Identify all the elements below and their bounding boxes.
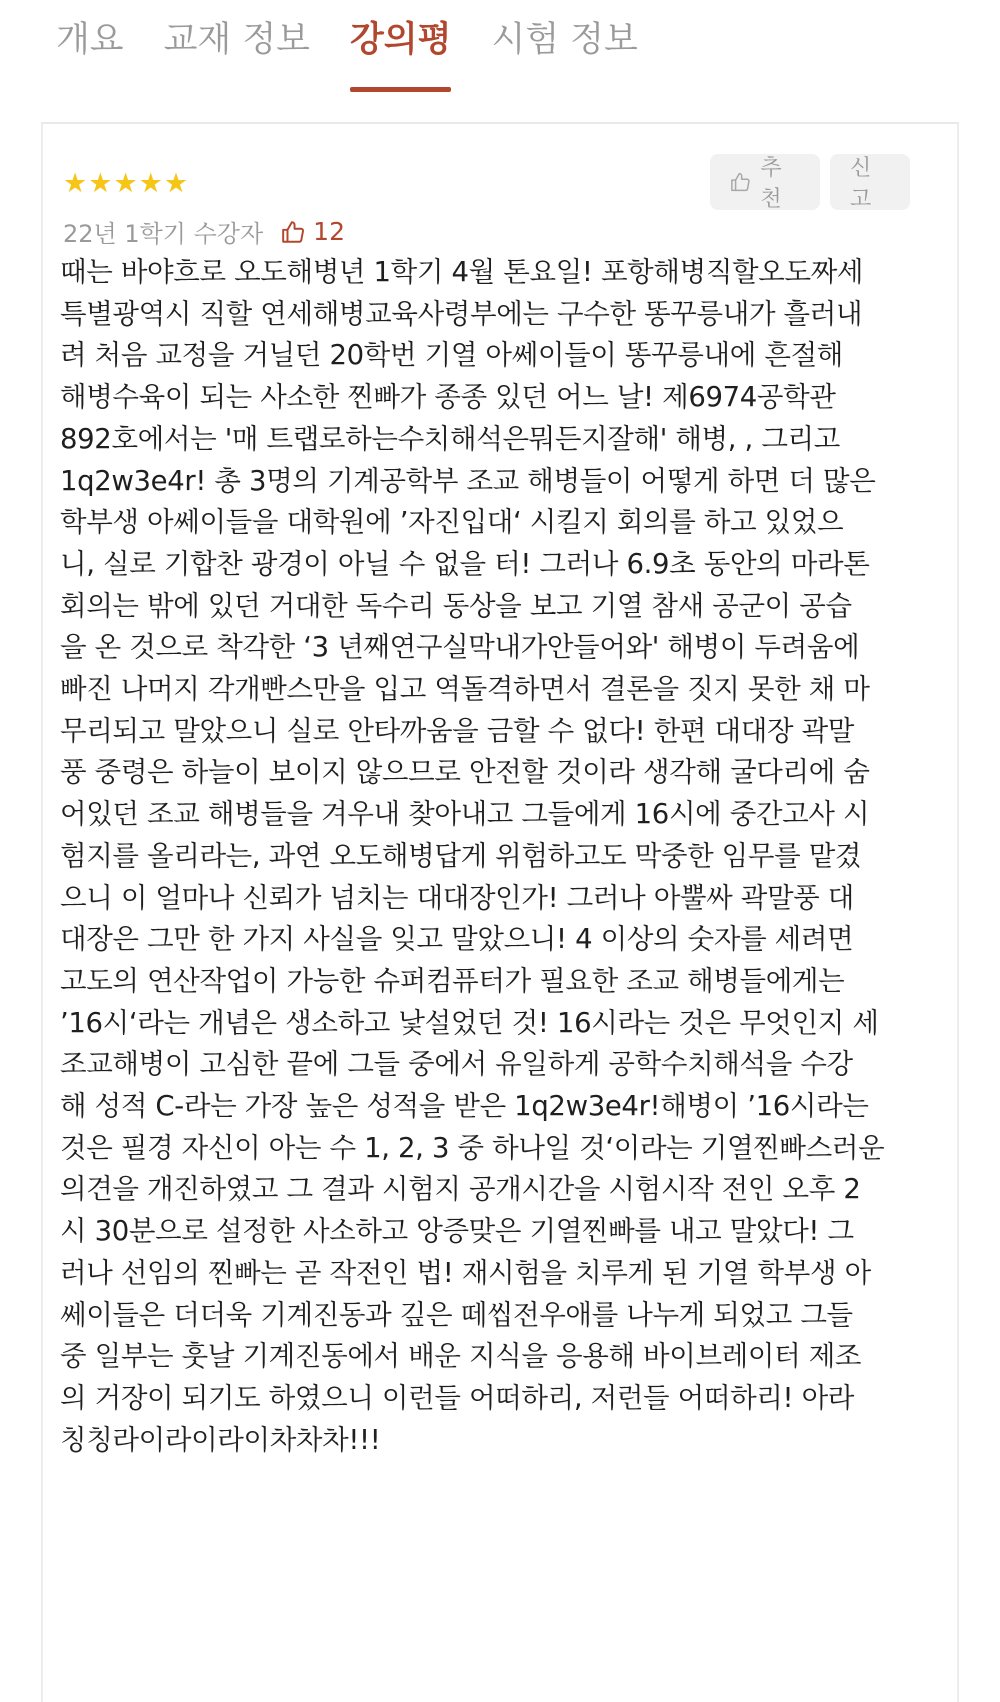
star-icon: ★ bbox=[138, 168, 163, 199]
star-icon: ★ bbox=[88, 168, 113, 199]
review-meta bbox=[63, 214, 345, 249]
review-author: 22년 1학기 수강자 bbox=[63, 220, 264, 248]
tab-textbook-info[interactable]: 교재 정보 bbox=[163, 20, 310, 60]
like-count bbox=[281, 217, 345, 246]
tab-overview[interactable]: 개요 bbox=[56, 20, 124, 60]
thumbs-up-icon bbox=[730, 170, 752, 194]
review-body: 때는 바야흐로 오도해병년 1학기 4월 톤요일! 포항해병직할오도짜세 특별광역시 직할 연세해병교육사령부에는 구수한 똥꾸릉내가 흘러내 려 처음 교정을 거닐던 20학번 기열 아쎄이들이 똥꾸릉내에 흔절해 해병수육이 되는 사소한 찐빠가 종종 있던 어느 날! 제6974공학관 892호에서는 '매 트랩로하는수치해석은뭐든지잘해' 해병, , 그리고 1q2w3e4r! 총 3명의 기계공학부 조교 해병들이 어떻게 하면 더 많은 학부생 아쎄이들을 대학원에 ’자진입대‘ 시킬지 회의를 하고 있었으 니, 실로 기합찬 광경이 아닐 수 없을 터! 그러나 6.9초 동안의 마라톤 회의는 밖에 있던 거대한 독수리 동상을 보고 기열 참새 공군이 공습 을 온 것으로 착각한 ‘3 년째연구실막내가안들어와' 해병이 두려움에 빠진 나머지 각개빤스만을 입고 역돌격하면서 결론을 짓지 못한 채 마 무리되고 말았으니 실로 안타까움을 금할 수 없다! 한편 대대장 곽말 풍 중령은 하늘이 보이지 않으므로 안전할 것이라 생각해 굴다리에 숨 어있던 조교 해병들을 겨우내 찾아내고 그들에게 16시에 중간고사 시 험지를 올리라는, 과연 오도해병답게 위험하고도 막중한 임무를 맡겼 으니 이 얼마나 신뢰가 넘치는 대대장인가! 그러나 아뿔싸 곽말풍 대 대장은 그만 한 가지 사실을 잊고 말았으니! 4 이상의 숫자를 세려면 고도의 연산작업이 가능한 슈퍼컴퓨터가 필요한 조교 해병들에게는 ’16시‘라는 개념은 생소하고 낯설었던 것! 16시라는 것은 무엇인지 세 조교해병이 고심한 끝에 그들 중에서 유일하게 공학수치해석을 수강 해 성적 C-라는 가장 높은 성적을 받은 1q2w3e4r!해병이 ’16시라는 것은 필경 자신이 아는 수 1, 2, 3 중 하나일 것‘이라는 기열찐빠스러운 의견을 개진하였고 그 결과 시험지 공개시간을 시험시작 전인 오후 2 시 30분으로 설정한 사소하고 앙증맞은 기열찐빠를 내고 말았다! 그 러나 선임의 찐빠는 곧 작전인 법! 재시험을 치루게 된 기열 학부생 아 쎄이들은 더더욱 기계진동과 깊은 떼씹전우애를 나누게 되었고 그들 중 일부는 훗날 기계진동에서 배운 지식을 응용해 바이브레이터 제조 의 거장이 되기도 하였으니 이런들 어떠하리, 저런들 어떠하리! 아라 칭칭라이라이라이차차차!!! bbox=[60, 256, 885, 1456]
review-card bbox=[41, 122, 959, 1702]
tab-exam-info[interactable]: 시험 정보 bbox=[491, 20, 638, 60]
star-icon: ★ bbox=[63, 168, 88, 199]
recommend-label: 추천 bbox=[760, 156, 782, 212]
star-icon: ★ bbox=[163, 168, 189, 199]
report-label: 신고 bbox=[850, 156, 872, 212]
tab-reviews[interactable]: 강의평 bbox=[350, 14, 451, 78]
thumbs-up-icon bbox=[281, 219, 307, 245]
star-rating bbox=[63, 169, 188, 199]
review-actions bbox=[710, 154, 910, 210]
tab-bar bbox=[56, 14, 678, 78]
recommend-button[interactable] bbox=[710, 154, 820, 210]
report-button[interactable] bbox=[830, 154, 910, 210]
like-count-value: 12 bbox=[313, 217, 345, 246]
star-icon: ★ bbox=[113, 168, 138, 199]
